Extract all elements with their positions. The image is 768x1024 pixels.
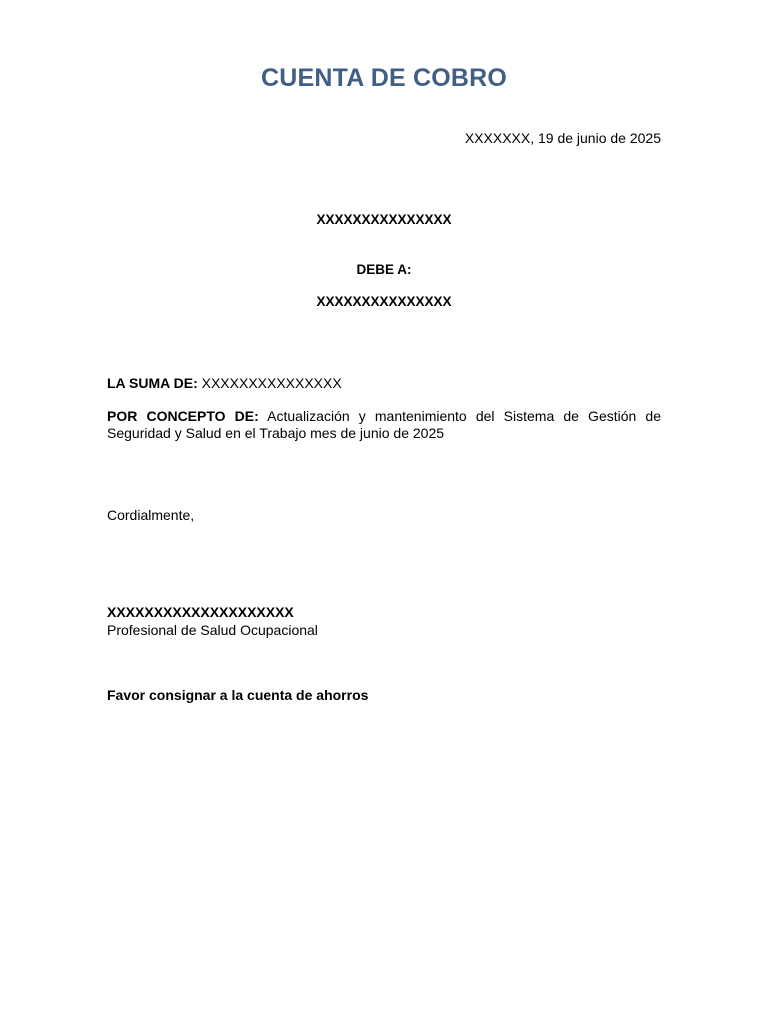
sum-value: XXXXXXXXXXXXXXX <box>197 375 342 391</box>
concept-paragraph <box>107 408 661 442</box>
owes-label: DEBE A: <box>356 262 412 277</box>
payment-note: Favor consignar a la cuenta de ahorros <box>107 687 369 703</box>
closing-text: Cordialmente, <box>107 507 195 523</box>
concept-label: POR CONCEPTO DE: <box>107 408 259 424</box>
creditor-name: XXXXXXXXXXXXXXX <box>316 294 452 309</box>
signer-name: XXXXXXXXXXXXXXXXXXXX <box>107 604 294 620</box>
signer-role: Profesional de Salud Ocupacional <box>107 622 318 638</box>
concept-text: Actualización y mantenimiento del Sistema de Gestión de Seguridad y Salud en el Trabajo mes de junio de 2025 <box>107 408 662 441</box>
sum-line <box>107 375 661 392</box>
debtor-name: XXXXXXXXXXXXXXX <box>316 212 452 227</box>
sum-label: LA SUMA DE: <box>107 375 198 391</box>
date-line: XXXXXXX, 19 de junio de 2025 <box>464 130 661 146</box>
document-title: CUENTA DE COBRO <box>260 64 508 92</box>
